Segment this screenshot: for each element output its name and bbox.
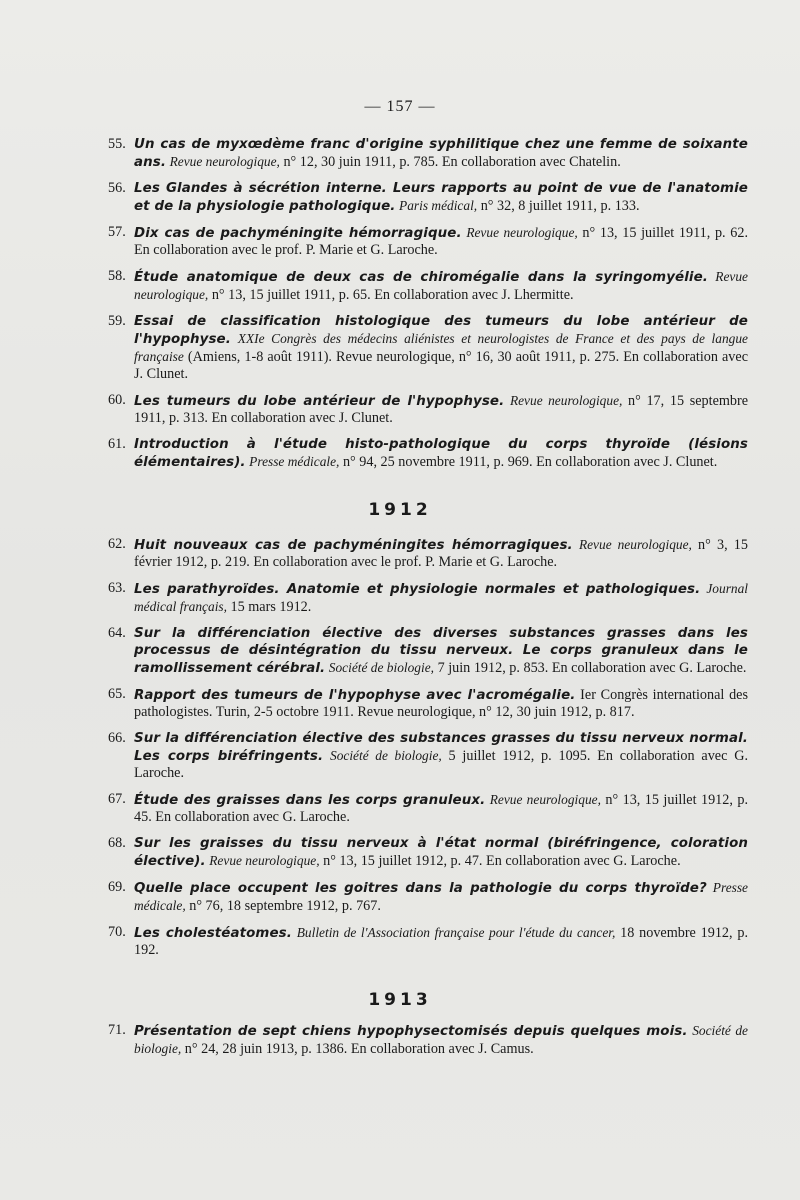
- entry-journal: Bulletin de l'Association française pour l'étude du cancer,: [296, 925, 616, 940]
- entry-journal: Revue neurologique,: [466, 225, 578, 240]
- entry-details: 15 mars 1912.: [226, 599, 312, 615]
- entry-details: n° 13, 15 juillet 1911, p. 65. En collaboration avec J. Lhermitte.: [208, 287, 574, 303]
- bibliography-entry: [108, 730, 748, 782]
- entry-journal: Société de biologie,: [328, 660, 435, 675]
- entry-details: n° 94, 25 novembre 1911, p. 969. En collaboration avec J. Clunet.: [339, 454, 718, 470]
- entry-journal: Revue neurologique,: [489, 792, 601, 807]
- entry-title: Sur la différenciation élective des substances grasses du tissu nerveux normal. Les corps biréfringents.: [134, 731, 748, 764]
- entry-number: 55.: [108, 136, 126, 152]
- entry-number: 66.: [108, 730, 126, 746]
- bibliography-entry: [108, 791, 748, 826]
- entry-list-1913: [108, 1022, 748, 1067]
- entry-details: n° 12, 30 juin 1911, p. 785. En collaboration avec Chatelin.: [279, 154, 621, 170]
- entry-journal: Presse médicale,: [134, 880, 748, 913]
- bibliography-entry: [108, 924, 748, 959]
- bibliography-entry: [108, 224, 748, 259]
- entry-number: 65.: [108, 686, 126, 702]
- entry-title: Les tumeurs du lobe antérieur de l'hypophyse.: [134, 394, 505, 409]
- entry-title: Essai de classification histologique des tumeurs du lobe antérieur de l'hypophyse.: [134, 314, 748, 347]
- entry-list-1912: [108, 536, 748, 968]
- entry-number: 69.: [108, 879, 126, 895]
- entry-details: n° 76, 18 septembre 1912, p. 767.: [185, 898, 381, 914]
- bibliography-entry: [108, 392, 748, 427]
- entry-list-1911: [108, 136, 748, 480]
- bibliography-entry: [108, 180, 748, 215]
- entry-number: 64.: [108, 625, 126, 641]
- entry-number: 70.: [108, 924, 126, 940]
- bibliography-entry: [108, 536, 748, 571]
- bibliography-entry: [108, 686, 748, 721]
- entry-details: 18 novembre 1912, p. 192.: [134, 925, 748, 958]
- entry-title: Rapport des tumeurs de l'hypophyse avec l'acromégalie.: [134, 688, 576, 703]
- entry-title: Étude des graisses dans les corps granuleux.: [134, 793, 486, 808]
- entry-details: n° 13, 15 juillet 1912, p. 47. En collaboration avec G. Laroche.: [319, 853, 681, 869]
- entry-details: n° 24, 28 juin 1913, p. 1386. En collaboration avec J. Camus.: [181, 1041, 534, 1057]
- bibliography-entry: [108, 313, 748, 383]
- entry-journal: Revue neurologique,: [578, 537, 692, 552]
- entry-details: 5 juillet 1912, p. 1095. En collaboration avec G. Laroche.: [134, 748, 748, 781]
- entry-journal: Société de biologie,: [134, 1023, 748, 1056]
- entry-details: n° 3, 15 février 1912, p. 219. En collaboration avec le prof. P. Marie et G. Laroche.: [134, 537, 748, 570]
- page-number: — 157 —: [364, 98, 436, 115]
- bibliography-entry: [108, 879, 748, 915]
- entry-number: 67.: [108, 791, 126, 807]
- entry-title: Sur la différenciation élective des diverses substances grasses dans les processus de désintégration du tissu nerveux. Le corps granuleux dans le ramollissement cérébral.: [134, 626, 748, 676]
- entry-journal: Revue neurologique,: [169, 154, 280, 169]
- entry-title: Quelle place occupent les goitres dans la pathologie du corps thyroïde?: [134, 881, 707, 896]
- entry-details: n° 13, 15 juillet 1912, p. 45. En collaboration avec G. Laroche.: [134, 792, 748, 825]
- entry-details: 7 juin 1912, p. 853. En collaboration avec G. Laroche.: [434, 660, 747, 676]
- bibliography-entry: [108, 268, 748, 304]
- entry-title: Les parathyroïdes. Anatomie et physiologie normales et pathologiques.: [134, 582, 701, 597]
- entry-title: Sur les graisses du tissu nerveux à l'état normal (biréfringence, coloration élective).: [134, 836, 748, 869]
- bibliography-entry: [108, 580, 748, 616]
- entry-title: Huit nouveaux cas de pachyméningites hémorragiques.: [134, 538, 573, 553]
- entry-details: n° 13, 15 juillet 1911, p. 62. En collaboration avec le prof. P. Marie et G. Laroche.: [134, 225, 748, 258]
- entry-number: 58.: [108, 268, 126, 284]
- bibliography-entry: [108, 835, 748, 870]
- entry-journal: Journal médical français,: [134, 581, 749, 614]
- entry-details: (Amiens, 1-8 août 1911). Revue neurologique, n° 16, 30 août 1911, p. 275. En collaboration avec J. Clunet.: [134, 349, 748, 382]
- entry-title: Introduction à l'étude histo-pathologique du corps thyroïde (lésions élémentaires).: [134, 437, 748, 470]
- entry-journal: Revue neurologique,: [209, 853, 320, 868]
- entry-number: 71.: [108, 1022, 126, 1038]
- entry-title: Dix cas de pachyméningite hémorragique.: [134, 226, 462, 241]
- bibliography-entry: [108, 1022, 748, 1058]
- entry-number: 68.: [108, 835, 126, 851]
- entry-number: 59.: [108, 313, 126, 329]
- entry-number: 57.: [108, 224, 126, 240]
- entry-number: 56.: [108, 180, 126, 196]
- entry-journal: Presse médicale,: [249, 454, 340, 469]
- entry-journal: Revue neurologique,: [509, 393, 623, 408]
- entry-details: Ier Congrès international des pathologistes. Turin, 2-5 octobre 1911. Revue neurologique, n° 12, 30 juin 1912, p. 817.: [134, 687, 748, 720]
- entry-number: 62.: [108, 536, 126, 552]
- entry-details: n° 32, 8 juillet 1911, p. 133.: [477, 198, 640, 214]
- year-heading-1913: 1913: [368, 990, 432, 1010]
- entry-title: Les cholestéatomes.: [134, 926, 292, 941]
- entry-journal: XXIe Congrès des médecins aliénistes et neurologistes de France et des pays de langue française: [134, 331, 748, 364]
- entry-journal: Société de biologie,: [330, 748, 442, 763]
- entry-journal: Paris médical,: [399, 198, 478, 213]
- entry-details: n° 17, 15 septembre 1911, p. 313. En collaboration avec J. Clunet.: [134, 393, 749, 426]
- entry-journal: Revue neurologique,: [134, 269, 749, 302]
- entry-number: 63.: [108, 580, 126, 596]
- entry-title: Les Glandes à sécrétion interne. Leurs rapports au point de vue de l'anatomie et de la physiologie pathologique.: [134, 181, 748, 214]
- entry-number: 60.: [108, 392, 126, 408]
- bibliography-entry: [108, 436, 748, 471]
- entry-title: Un cas de myxœdème franc d'origine syphilitique chez une femme de soixante ans.: [134, 137, 748, 170]
- bibliography-entry: [108, 136, 748, 171]
- entry-title: Présentation de sept chiens hypophysectomisés depuis quelques mois.: [134, 1024, 688, 1039]
- entry-number: 61.: [108, 436, 126, 452]
- year-heading-1912: 1912: [368, 500, 432, 520]
- bibliography-entry: [108, 625, 748, 677]
- entry-title: Étude anatomique de deux cas de chiromégalie dans la syringomyélie.: [134, 270, 708, 285]
